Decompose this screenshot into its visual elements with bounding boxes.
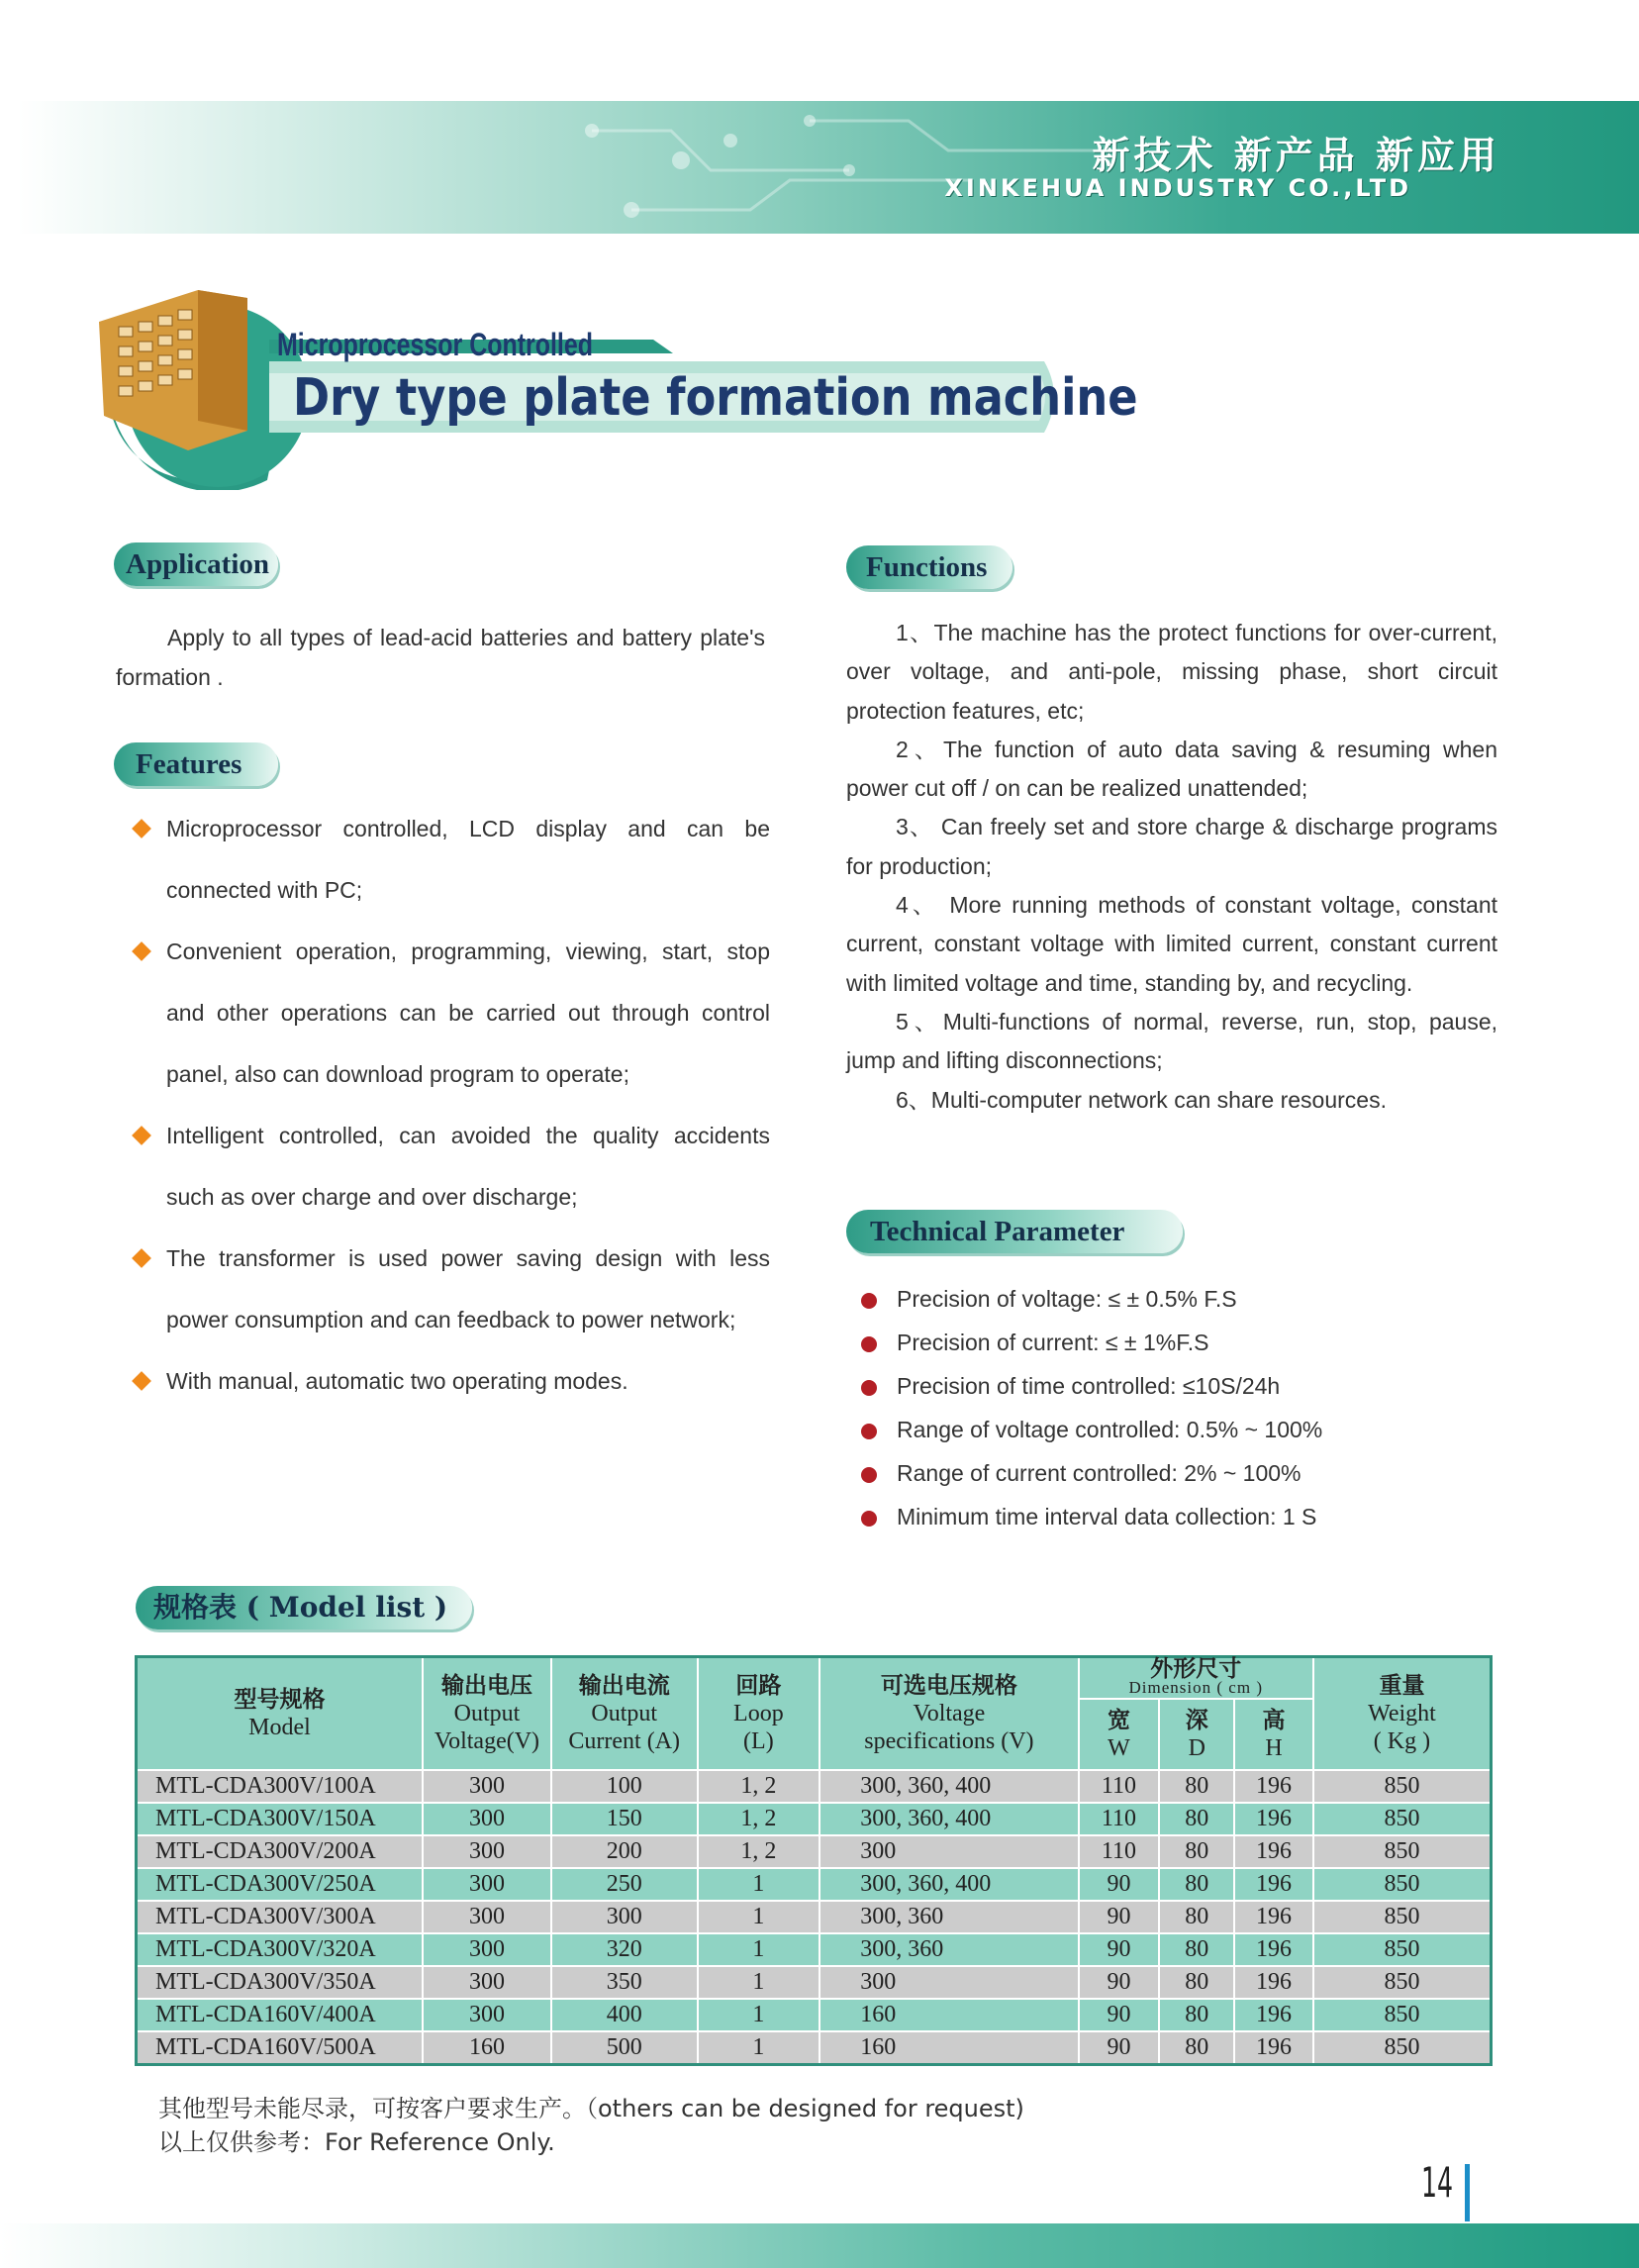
red-dot-bullet-icon	[861, 1293, 877, 1309]
feature-item: The transformer is used power saving design with less power consumption and can feedback to power network;	[135, 1228, 770, 1350]
technical-list	[861, 1277, 1455, 1538]
feature-item: Microprocessor controlled, LCD display and can be connected with PC;	[135, 798, 770, 921]
tech-param-item: Range of voltage controlled: 0.5% ~ 100%	[861, 1408, 1455, 1451]
features-list	[135, 798, 770, 1412]
table-note-others: 其他型号未能尽录，可按客户要求生产。（others can be designed for request)	[158, 2095, 1024, 2122]
tech-param-item: Precision of voltage: ≤ ± 0.5% F.S	[861, 1277, 1455, 1321]
diamond-bullet-icon	[132, 941, 151, 961]
features-heading: Features	[114, 742, 278, 786]
page-number: 14	[1421, 2158, 1454, 2207]
table-row: MTL-CDA300V/250A 300 250 1 300, 360, 400 90 80 196 850	[137, 1868, 1492, 1901]
table-row: MTL-CDA300V/200A 300 200 1, 2 300 110 80 196 850	[137, 1835, 1492, 1868]
function-item: 4、 More running methods of constant voltage, constant current, constant voltage with limited current, constant current with limited voltage and time, standing by, and recycling.	[846, 892, 1497, 996]
red-dot-bullet-icon	[861, 1467, 877, 1483]
technical-heading: Technical Parameter	[846, 1210, 1183, 1253]
function-item: 6、Multi-computer network can share resources.	[896, 1086, 1387, 1113]
red-dot-bullet-icon	[861, 1380, 877, 1396]
functions-heading: Functions	[846, 545, 1012, 589]
col-header-current: 输出电流 Output Current (A)	[551, 1657, 698, 1771]
col-header-height: 高 H	[1234, 1699, 1313, 1770]
table-row: MTL-CDA300V/100A 300 100 1, 2 300, 360, 400 110 80 196 850	[137, 1770, 1492, 1803]
diamond-bullet-icon	[132, 1248, 151, 1268]
feature-item: Intelligent controlled, can avoided the quality accidents such as over charge and over discharge;	[135, 1105, 770, 1228]
footer-band	[0, 2223, 1639, 2268]
tech-param-item: Minimum time interval data collection: 1 S	[861, 1495, 1455, 1538]
function-item: 2、The function of auto data saving & resuming when power cut off / on can be realized unattended;	[846, 736, 1497, 802]
title-subheading: Microprocessor Controlled	[277, 327, 593, 362]
col-header-model: 型号规格 Model	[137, 1657, 424, 1771]
table-row: MTL-CDA300V/320A 300 320 1 300, 360 90 80 196 850	[137, 1933, 1492, 1966]
application-text: Apply to all types of lead-acid batteries and battery plate's formation .	[116, 625, 765, 690]
col-header-weight: 重量 Weight ( Kg )	[1313, 1657, 1492, 1771]
tech-param-item: Range of current controlled: 2% ~ 100%	[861, 1451, 1455, 1495]
red-dot-bullet-icon	[861, 1336, 877, 1352]
functions-list	[846, 614, 1497, 1120]
feature-item: With manual, automatic two operating modes.	[135, 1350, 770, 1412]
table-row: MTL-CDA300V/350A 300 350 1 300 90 80 196 850	[137, 1966, 1492, 1999]
col-header-width: 宽 W	[1079, 1699, 1160, 1770]
red-dot-bullet-icon	[861, 1424, 877, 1439]
tech-param-item: Precision of current: ≤ ± 1%F.S	[861, 1321, 1455, 1364]
diamond-bullet-icon	[132, 1371, 151, 1391]
function-item: 3、 Can freely set and store charge & discharge programs for production;	[846, 814, 1497, 879]
col-header-dimension: 外形尺寸 Dimension ( cm )	[1079, 1657, 1313, 1700]
model-list-heading: 规格表 ( Model list )	[136, 1586, 472, 1629]
diamond-bullet-icon	[132, 819, 151, 838]
table-row: MTL-CDA300V/300A 300 300 1 300, 360 90 80 196 850	[137, 1901, 1492, 1933]
page-number-bar	[1465, 2164, 1470, 2221]
col-header-depth: 深 D	[1159, 1699, 1234, 1770]
tech-param-item: Precision of time controlled: ≤10S/24h	[861, 1364, 1455, 1408]
application-heading: Application	[114, 542, 278, 586]
col-header-voltage-spec: 可选电压规格 Voltage specifications (V)	[820, 1657, 1078, 1771]
header-slogan: 新技术 新产品 新应用	[1092, 134, 1500, 177]
col-header-voltage: 输出电压 Output Voltage(V)	[423, 1657, 551, 1771]
company-name: XINKEHUA INDUSTRY CO.,LTD	[944, 174, 1411, 202]
table-row: MTL-CDA160V/500A 160 500 1 160 90 80 196 850	[137, 2031, 1492, 2065]
function-item: 5、Multi-functions of normal, reverse, run, stop, pause, jump and lifting disconnections;	[846, 1008, 1497, 1074]
feature-item: Convenient operation, programming, viewing, start, stop and other operations can be carried out through control panel, also can download program to operate;	[135, 921, 770, 1105]
table-note-reference: 以上仅供参考：For Reference Only.	[158, 2128, 555, 2156]
machine-cabinet-image	[99, 290, 247, 450]
model-table	[135, 1655, 1493, 2066]
table-row: MTL-CDA300V/150A 300 150 1, 2 300, 360, 400 110 80 196 850	[137, 1803, 1492, 1835]
red-dot-bullet-icon	[861, 1511, 877, 1527]
function-item: 1、The machine has the protect functions for over-current, over voltage, and anti-pole, missing phase, short circuit protection features, etc;	[846, 620, 1497, 724]
col-header-loop: 回路 Loop (L)	[698, 1657, 820, 1771]
page-title: Dry type plate formation machine	[293, 368, 1138, 428]
table-row: MTL-CDA160V/400A 300 400 1 160 90 80 196 850	[137, 1999, 1492, 2031]
diamond-bullet-icon	[132, 1126, 151, 1145]
